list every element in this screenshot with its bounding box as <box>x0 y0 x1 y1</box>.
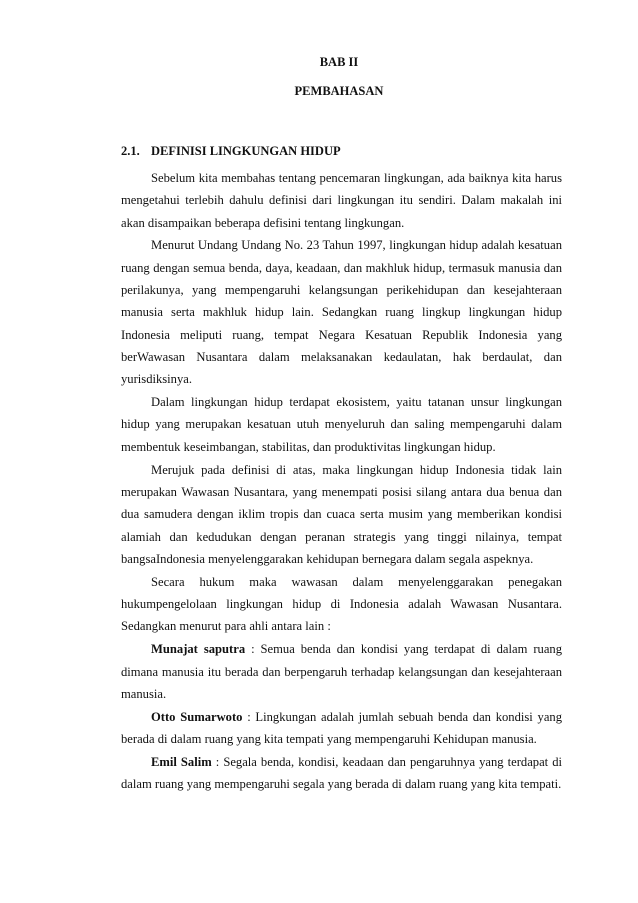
paragraph <box>121 571 562 638</box>
chapter-label: BAB II <box>319 55 359 69</box>
paragraph-text: Sebelum kita membahas tentang pencemaran lingkungan, ada baiknya kita harus mengetahui terlebih dahulu definisi dari lingkungan itu sendiri. Dalam makalah ini akan disampaikan beberapa defisini tentang lingkungan. <box>121 171 562 230</box>
paragraph <box>121 391 562 458</box>
paragraph <box>121 167 562 234</box>
definition-paragraph <box>121 638 562 705</box>
section-number: 2.1. <box>121 144 140 158</box>
definition-paragraph <box>121 751 562 796</box>
author-name: Otto Sumarwoto <box>151 709 243 724</box>
definition-paragraph <box>121 706 562 751</box>
section-title: DEFINISI LINGKUNGAN HIDUP <box>151 144 341 158</box>
paragraph <box>121 234 562 390</box>
paragraph-text: Merujuk pada definisi di atas, maka lingkungan hidup Indonesia tidak lain merupakan Wawasan Nusantara, yang menempati posisi silang antara dua benua dan dua samudera dengan iklim tropis dan cuaca serta musim yang memberikan kondisi alamiah dan kedudukan dengan peranan strategis yang tinggi nilainya, tempat bangsaIndonesia menyelenggarakan kehidupan bernegara dalam segala aspeknya. <box>121 462 562 566</box>
author-name: Emil Salim <box>151 754 212 769</box>
paragraph <box>121 459 562 570</box>
paragraph-text: Dalam lingkungan hidup terdapat ekosistem, yaitu tatanan unsur lingkungan hidup yang merupakan kesatuan utuh menyeluruh dan saling mempengaruhi dalam membentuk keseimbangan, stabilitas, dan produktivitas lingkungan hidup. <box>121 395 562 454</box>
chapter-title: PEMBAHASAN <box>294 84 384 98</box>
definition-text: : Segala benda, kondisi, keadaan dan pengaruhnya yang terdapat di dalam ruang yang mempengaruhi segala yang berada di dalam ruang yang kita tempati. <box>121 754 563 792</box>
paragraph-text: Secara hukum maka wawasan dalam menyelenggarakan penegakan hukumpengelolaan lingkungan hidup di Indonesia adalah Wawasan Nusantara. Sedangkan menurut para ahli antara lain : <box>121 574 562 634</box>
definition-text: : Lingkungan adalah jumlah sebuah benda dan kondisi yang berada di dalam ruang yang kita tempati yang mempengaruhi Kehidupan manusia. <box>121 709 562 746</box>
section-heading <box>121 144 341 159</box>
author-name: Munajat saputra <box>151 642 246 657</box>
definition-text: : Semua benda dan kondisi yang terdapat di dalam ruang dimana manusia itu berada dan berpengaruh terhadap kelangsungan dan kesejahteraan manusia. <box>121 642 562 701</box>
paragraph-text: Menurut Undang Undang No. 23 Tahun 1997, lingkungan hidup adalah kesatuan ruang dengan semua benda, daya, keadaan, dan makhluk hidup, termasuk manusia dan perilakunya, yang mempengaruhi kelangsungan perikehidupan dan kesejahteraan manusia serta makhluk hidup lain. Sedangkan ruang lingkup lingkungan hidup Indonesia meliputi ruang, tempat Negara Kesatuan Republik Indonesia yang berWawasan Nusantara dalam melaksanakan kedaulatan, hak berdaulat, dan yurisdiksinya. <box>121 238 562 387</box>
body-text <box>121 167 562 796</box>
